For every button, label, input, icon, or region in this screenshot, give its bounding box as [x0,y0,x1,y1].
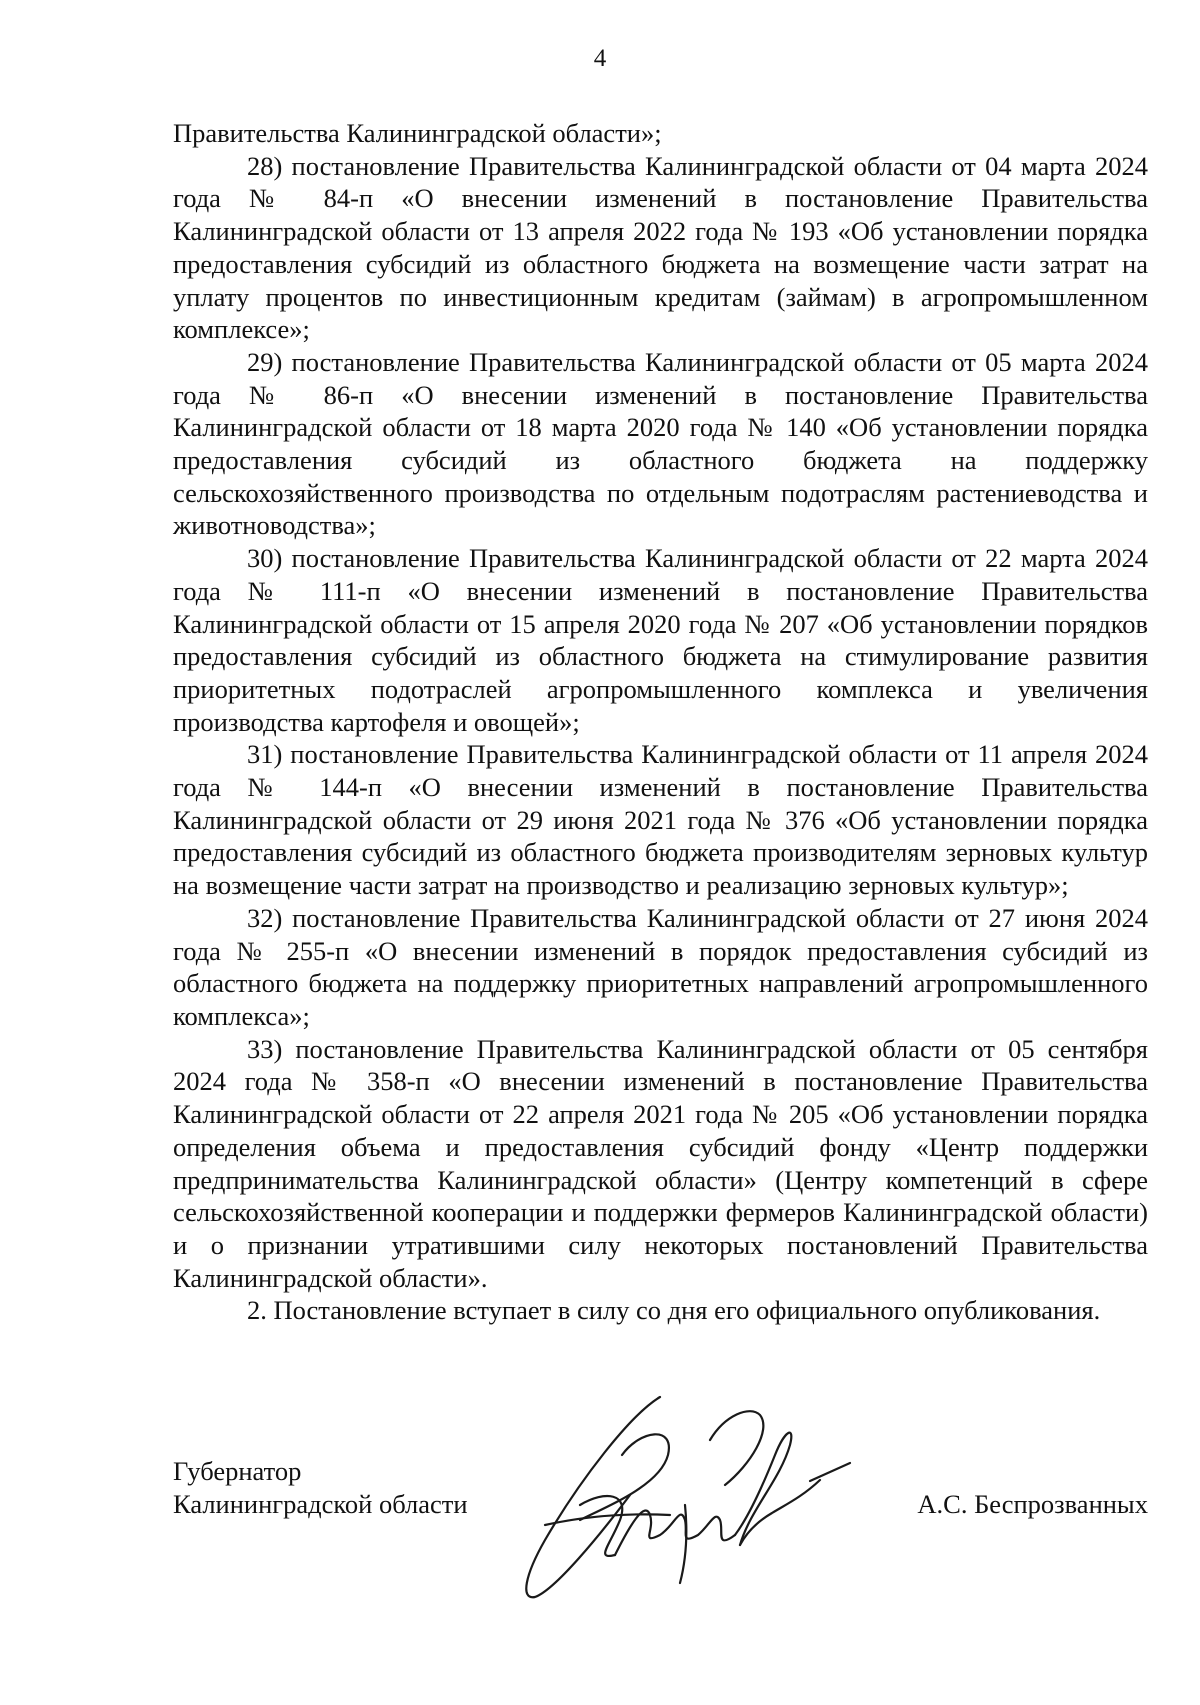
page-number: 4 [593,45,607,72]
list-item-30: 30) постановление Правительства Калининградской области от 22 марта 2024 года № 111-п «О внесении изменений в постановление Правительства Калининградской области от 15 апреля 2020 года № 207 «Об установлении порядков предоставления субсидий из областного бюджета на стимулирование развития приоритетных подотраслей агропромышленного комплекса и увеличения производства картофеля и овощей»; [173,543,1148,737]
list-item-31: 31) постановление Правительства Калининградской области от 11 апреля 2024 года № 144-п «О внесении изменений в постановление Правительства Калининградской области от 29 июня 2021 года № 376 «Об установлении порядка предоставления субсидий из областного бюджета производителям зерновых культур на возмещение части затрат на производство и реализацию зерновых культур»; [173,739,1148,901]
paragraph-continuation: Правительства Калининградской области»; [173,118,662,148]
list-item-32: 32) постановление Правительства Калининградской области от 27 июня 2024 года № 255-п «О внесении изменений в порядок предоставления субсидий из областного бюджета на поддержку приоритетных направлений агропромышленного комплекса»; [173,902,1148,1031]
signatory-title-line1: Губернатор [173,1456,302,1486]
signatory-title-line2: Калининградской области [173,1489,468,1519]
list-item-29: 29) постановление Правительства Калининградской области от 05 марта 2024 года № 86-п «О внесении изменений в постановление Правительства Калининградской области от 18 марта 2020 года № 140 «Об установлении порядка предоставления субсидий из областного бюджета на поддержку сельскохозяйственного производства по отдельным подотраслям растениеводства и животноводства»; [173,346,1148,541]
handwritten-signature [510,1385,870,1615]
clause-2: 2. Постановление вступает в силу со дня его официального опубликования. [247,1295,1101,1326]
list-item-28: 28) постановление Правительства Калининградской области от 04 марта 2024 года № 84-п «О внесении изменений в постановление Правительства Калининградской области от 13 апреля 2022 года № 193 «Об установлении порядка предоставления субсидий из областного бюджета на возмещение части затрат на уплату процентов по инвестиционным кредитам (займам) в агропромышленном комплексе»; [173,150,1148,345]
document-body [173,117,1148,1327]
list-item-33: 33) постановление Правительства Калининградской области от 05 сентября 2024 года № 358-п «О внесении изменений в постановление Правительства Калининградской области от 22 апреля 2021 года № 205 «Об установлении порядка определения объема и предоставления субсидий фонду «Центр поддержки предпринимательства Калининградской области» (Центру компетенций в сфере сельскохозяйственной кооперации и поддержки фермеров Калининградской области) и о признании утратившими силу некоторых постановлений Правительства Калининградской области». [173,1033,1148,1293]
signatory-title [173,1455,468,1521]
signatory-name: А.С. Беспрозванных [917,1489,1148,1519]
